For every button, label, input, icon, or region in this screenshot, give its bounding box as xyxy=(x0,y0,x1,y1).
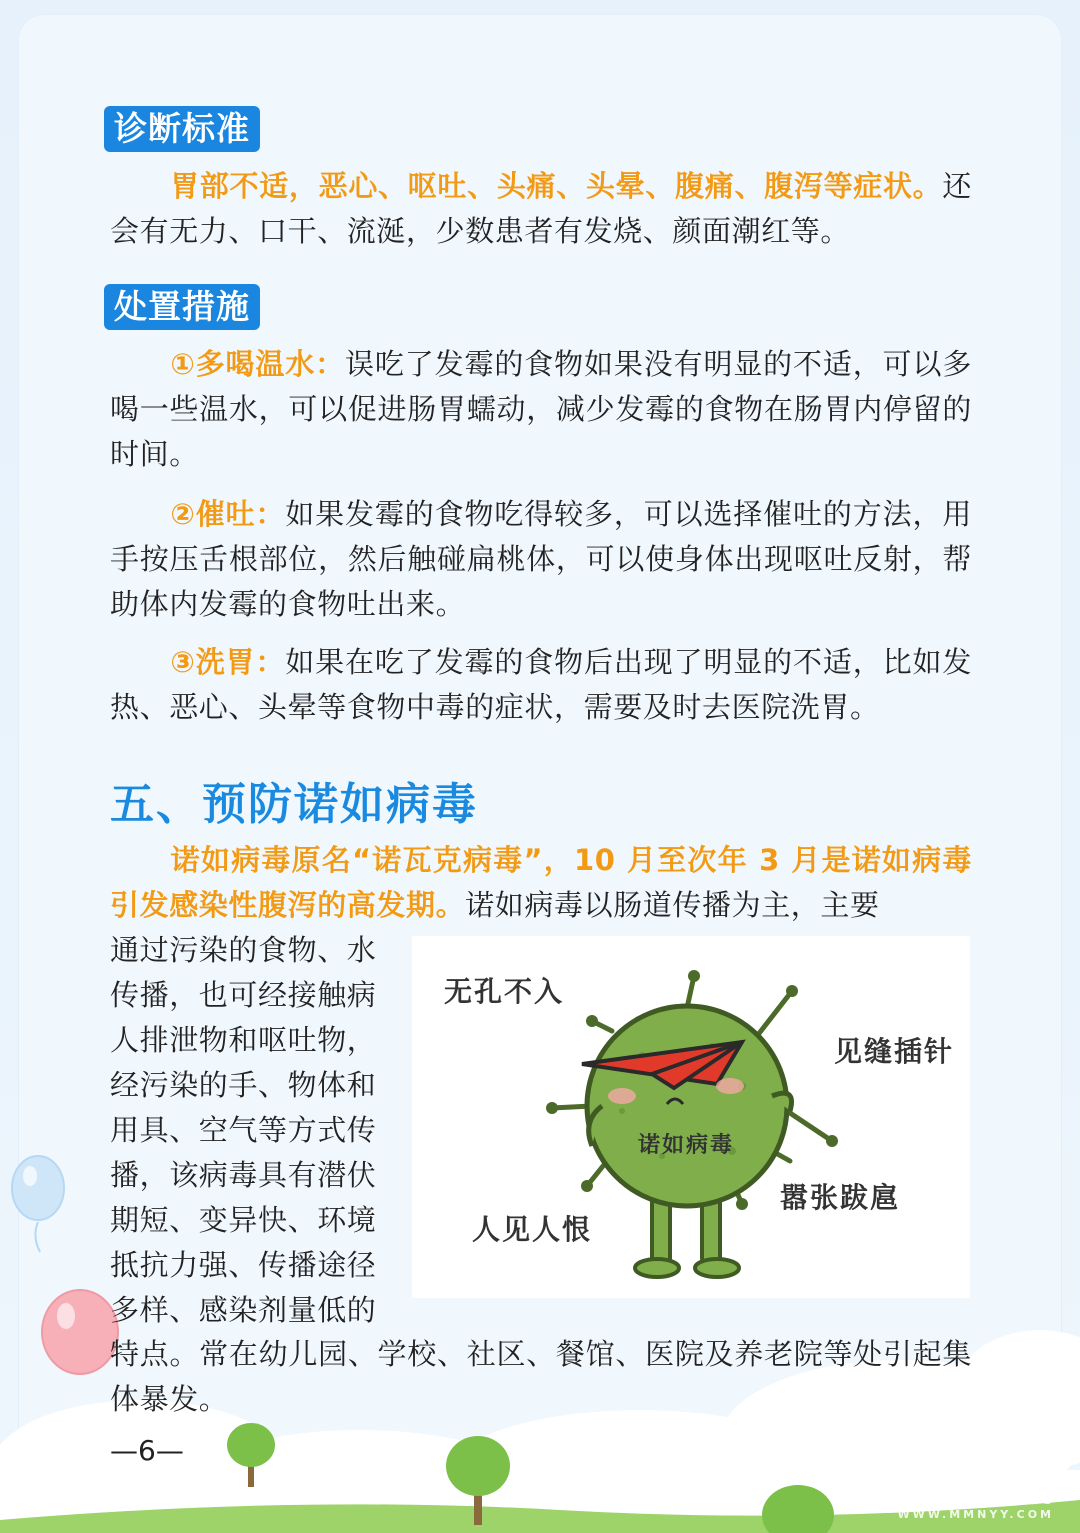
watermark-line2: WWW.MMNYY.COM xyxy=(897,1508,1054,1521)
wrap-line: 用具、空气等方式传 xyxy=(110,1113,377,1147)
treatment-title: 处置措施 xyxy=(104,284,260,330)
treatment-item-1-label: ①多喝温水： xyxy=(170,347,346,381)
page-number: —6— xyxy=(110,1434,184,1467)
label-right-bottom: 嚣张跋扈 xyxy=(780,1181,901,1214)
label-top-left: 无孔不入 xyxy=(444,975,565,1008)
watermark xyxy=(898,1479,1054,1521)
treatment-item-3-label: ③洗胃： xyxy=(170,645,286,679)
treatment-item-1-text: 误吃了发霉的食物如果没有明显的不适，可以多喝一些温水，可以促进肠胃蠕动，减少发霉的食物在肠胃内停留的时间。 xyxy=(110,347,972,471)
section5-tail: 特点。常在幼儿园、学校、社区、餐馆、医院及养老院等处引起集体暴发。 xyxy=(110,1337,972,1416)
diagnosis-highlight: 胃部不适，恶心、呕吐、头痛、头晕、腹痛、腹泻等症状。 xyxy=(170,169,943,203)
wrap-line: 通过污染的食物、水 xyxy=(110,933,377,967)
section5-wrapped-text xyxy=(110,928,400,1333)
section5-intro-rest: 诺如病毒以肠道传播为主，主要 xyxy=(465,888,880,922)
diagnosis-title: 诊断标准 xyxy=(104,106,260,152)
wrap-line: 抵抗力强、传播途径 xyxy=(110,1248,377,1282)
wrap-line: 期短、变异快、环境 xyxy=(110,1203,377,1237)
wrap-line: 人排泄物和呕吐物， xyxy=(110,1023,377,1057)
treatment-item-3-text: 如果在吃了发霉的食物后出现了明显的不适，比如发热、恶心、头晕等食物中毒的症状，需要及时去医院洗胃。 xyxy=(110,645,972,724)
wrap-line: 多样、感染剂量低的 xyxy=(110,1293,377,1327)
treatment-item-3 xyxy=(110,640,972,730)
treatment-item-2-label: ②催吐： xyxy=(170,497,286,531)
diagnosis-text: 还会有无力、口干、流涎，少数患者有发烧、颜面潮红等。 xyxy=(110,169,972,248)
treatment-item-2-text: 如果发霉的食物吃得较多，可以选择催吐的方法，用手按压舌根部位，然后触碰扁桃体，可以使身体出现呕吐反射，帮助体内发霉的食物吐出来。 xyxy=(110,497,972,621)
wrap-line: 经污染的手、物体和 xyxy=(110,1068,377,1102)
norovirus-illustration xyxy=(412,936,970,1298)
diagnosis-paragraph xyxy=(110,164,972,254)
label-center: 诺如病毒 xyxy=(638,1133,735,1158)
watermark-line1: 济南区人民医院 xyxy=(898,1483,1053,1507)
wrap-line: 播，该病毒具有潜伏 xyxy=(110,1158,377,1192)
section5-heading: 五、预防诺如病毒 xyxy=(110,779,478,830)
treatment-item-1 xyxy=(110,342,972,477)
section5-intro xyxy=(110,838,972,928)
section5-highlight: 诺如病毒原名“诺瓦克病毒”，10 月至次年 3 月是诺如病毒引发感染性腹泻的高发期。 xyxy=(110,843,972,922)
treatment-item-2 xyxy=(110,492,972,627)
label-right-top: 见缝插针 xyxy=(834,1035,955,1068)
label-bottom-left: 人见人恨 xyxy=(472,1213,593,1246)
wrap-line: 传播，也可经接触病 xyxy=(110,978,377,1012)
